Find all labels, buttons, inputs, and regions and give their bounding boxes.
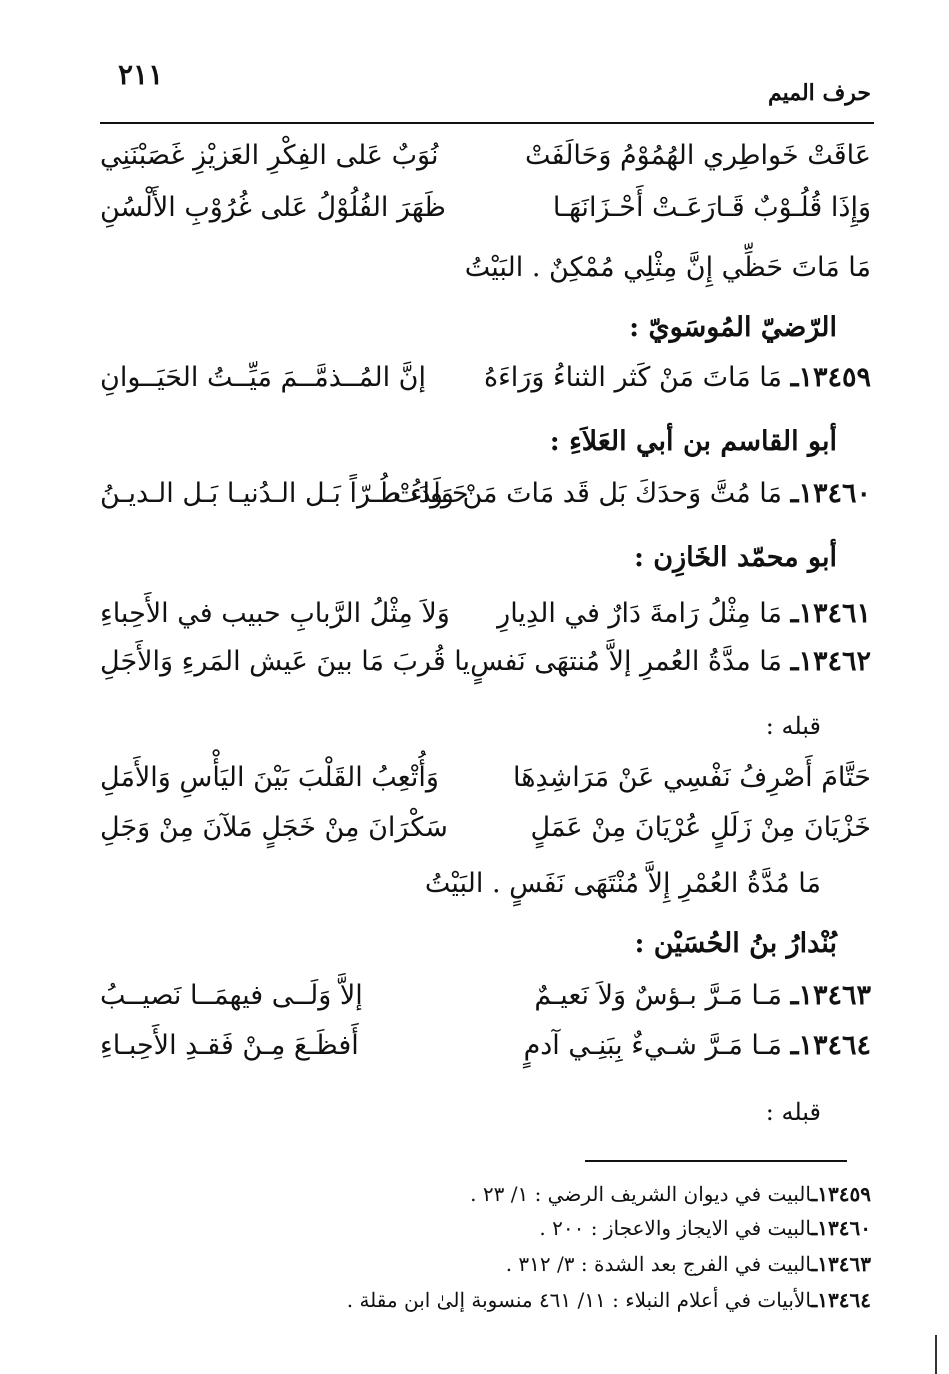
qablahu-label: قبله : <box>765 1098 821 1126</box>
verse-text: مَا مَاتَ مَنْ كَثر الثناءُ وَرَاءَهُ <box>483 362 782 393</box>
verse-left: سَكْرَانَ مِنْ خَجَلٍ مَلآنَ مِنْ وَجَلِ <box>100 812 448 843</box>
footnote-number: ١٣٤٦٤ـ <box>811 1288 871 1312</box>
footnote-text: البيت في الايجاز والاعجاز : ٢٠٠ . <box>539 1216 812 1240</box>
footnote-text: البيت في الفرج بعد الشدة : ٣/ ٣١٢ . <box>505 1252 812 1276</box>
footnote <box>506 1252 871 1276</box>
verse-continuation: مَا مُدَّةُ العُمْرِ إِلاَّ مُنْتَهَى نَفَسٍ . البَيْتُ <box>424 868 821 899</box>
footnote-number: ١٣٤٥٩ـ <box>811 1182 871 1206</box>
footnote-number: ١٣٤٦٠ـ <box>811 1216 871 1240</box>
author-heading: أبو القاسم بن أبي العَلاَءِ : <box>549 426 837 457</box>
footnote <box>470 1182 871 1206</box>
header-rule <box>100 122 874 124</box>
page-edge-mark <box>935 1335 937 1374</box>
verse-text: مَا مُتَّ وَحدَكَ بَل قَد مَاتَ مَنْ وَلَدَتْ <box>393 478 782 509</box>
verse-number: ١٣٤٦٠ـ <box>790 478 871 509</box>
verse-number: ١٣٤٦١ـ <box>790 598 871 629</box>
verse-number: ١٣٤٦٣ـ <box>790 980 871 1011</box>
verse-left: أَفظَـعَ مِـنْ فَقـدِ الأَحِبـاءِ <box>100 1030 359 1061</box>
footnote <box>347 1288 871 1312</box>
verse-right <box>470 646 871 677</box>
verse-left: إنَّ المُــذمَّــمَ مَيِّــتُ الحَيَــوانِ <box>100 362 427 393</box>
page-number: ٢١١ <box>118 58 164 91</box>
footnote-text: البيت في ديوان الشريف الرضي : ١/ ٢٣ . <box>470 1182 812 1206</box>
verse-left: يا قُربَ مَا بينَ عَيش المَرءِ وَالأَجَلِ <box>100 646 471 677</box>
verse-left: حَـواءُ طُـرّاً بَـل الـدُنيـا بَـل الـديـنُ <box>100 478 469 509</box>
author-heading: أبو محمّد الخَازِن : <box>633 542 837 573</box>
verse-right: عَاقَتْ خَواطِري الهُمُوْمُ وَحَالَفَتْ <box>525 140 871 171</box>
verse-right <box>524 1030 871 1061</box>
verse-text: مَا مدَّةُ العُمرِ إلاَّ مُنتهَى نَفسٍ <box>470 646 782 677</box>
footnote-rule <box>585 1160 847 1162</box>
verse-right <box>484 362 871 393</box>
verse-left: ظَهَرَ الفُلُوْلُ عَلى غُرُوْبِ الأَلْسُنِ <box>100 192 446 223</box>
footnote-number: ١٣٤٦٣ـ <box>811 1252 871 1276</box>
verse-number: ١٣٤٥٩ـ <box>790 362 871 393</box>
verse-right: وَإِذَا قُلُـوْبٌ قَـارَعَـتْ أَحْـزَانَهَـا <box>552 192 871 223</box>
verse-number: ١٣٤٦٢ـ <box>790 646 871 677</box>
footnote-text: الأبيات في أعلام النبلاء : ١١/ ٤٦١ منسوبة إلىٰ ابن مقلة . <box>346 1288 812 1312</box>
verse-right: حَتَّامَ أَصْرِفُ نَفْسِي عَنْ مَرَاشِدِهَا <box>513 762 871 793</box>
verse-continuation: مَا مَاتَ حَظِّي إِنَّ مِثْلِي مُمْكِنٌ . البَيْتُ <box>464 252 871 283</box>
footnote <box>539 1216 871 1240</box>
qablahu-label: قبله : <box>765 712 821 740</box>
verse-right <box>497 598 871 629</box>
verse-right <box>534 980 871 1011</box>
verse-text: مَـا مَـرَّ بـؤسٌ وَلاَ نَعيـمٌ <box>534 980 782 1011</box>
verse-left: وَأُتْعِبُ القَلْبَ بَيْنَ اليَأْسِ وَالأَمَلِ <box>100 762 439 793</box>
verse-text: مَـا مَـرَّ شـيءٌ بِبَنِـي آدمٍ <box>523 1030 782 1061</box>
chapter-title: حرف الميم <box>767 80 871 106</box>
verse-number: ١٣٤٦٤ـ <box>790 1030 871 1061</box>
author-heading: بُنْدارُ بنُ الحُسَيْن : <box>634 928 837 959</box>
verse-text: مَا مِثْلُ رَامةَ دَارٌ في الدِيارِ <box>497 598 782 629</box>
verse-right: خَزْيَانَ مِنْ زَلَلٍ عُرْيَانَ مِنْ عَمَلٍ <box>530 812 871 843</box>
verse-left: إلاَّ وَلَــى فيهمَــا نَصيــبُ <box>100 980 363 1011</box>
author-heading: الرّضيّ المُوسَويّ : <box>629 312 837 343</box>
verse-left: وَلاَ مِثْلُ الرَّبابِ حبيب في الأَحِباءِ <box>100 598 450 629</box>
verse-left: نُوَبٌ عَلى الفِكْرِ العَزيْزِ غَصَبْنَنِي <box>100 140 439 171</box>
